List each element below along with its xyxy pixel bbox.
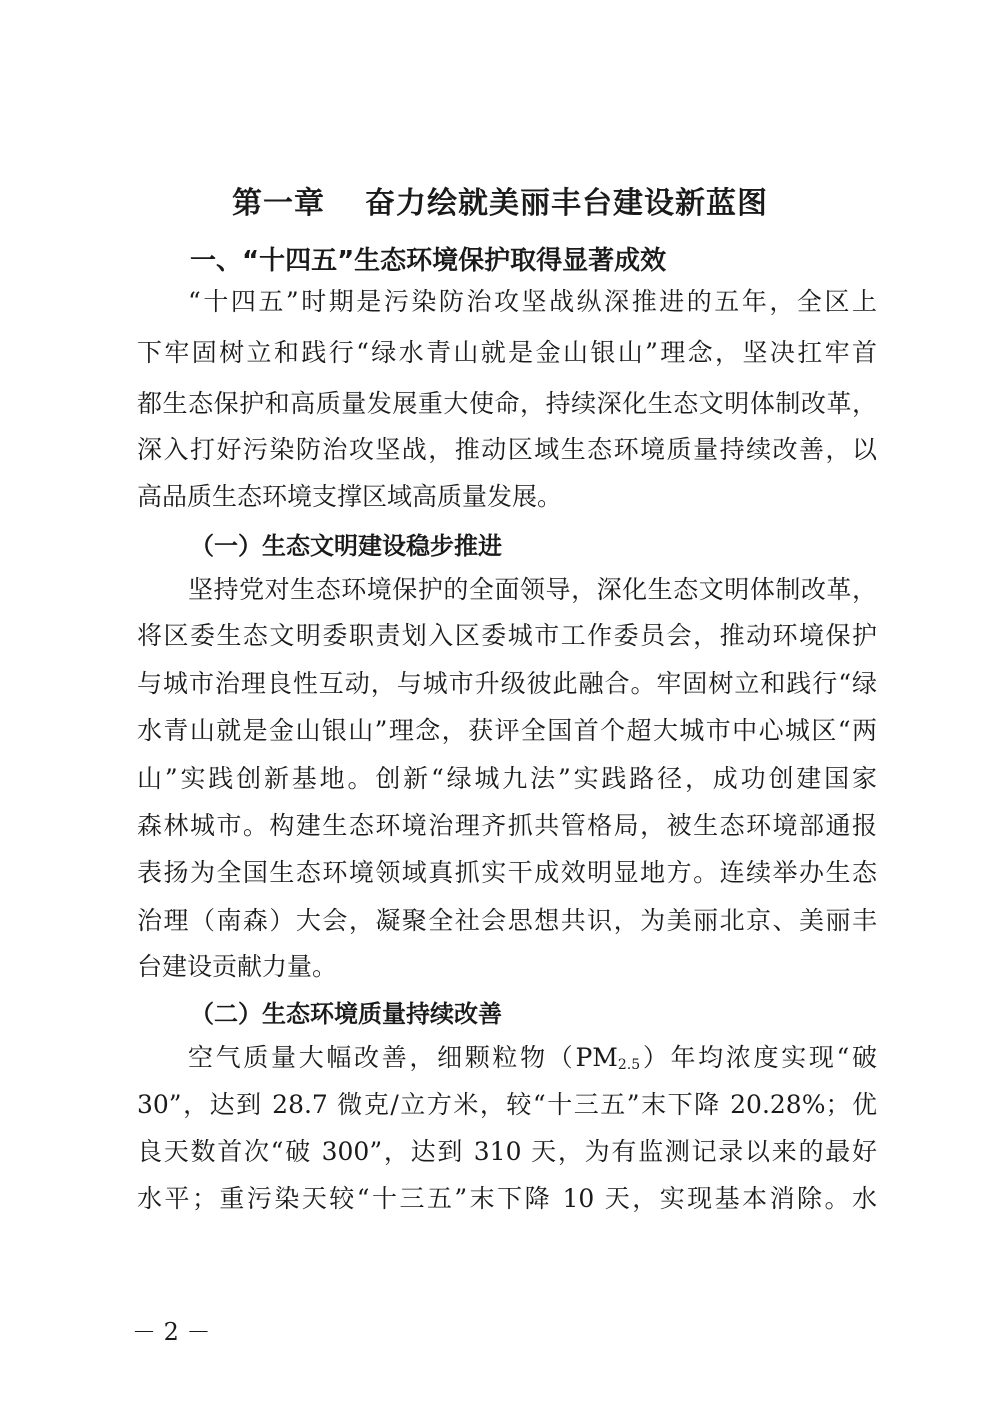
paragraph-line: 水青山就是金山银山”理念，获评全国首个超大城市中心城区“两 <box>137 716 877 745</box>
subsection-heading: （二）生态环境质量持续改善 <box>190 999 502 1028</box>
chapter-heading <box>0 178 1000 222</box>
subscript: 2.5 <box>617 1057 641 1073</box>
paragraph-line: 坚持党对生态环境保护的全面领导，深化生态文明体制改革， <box>188 575 877 604</box>
paragraph-line: 30”，达到 28.7 微克/立方米，较“十三五”末下降 20.28%；优 <box>137 1090 877 1119</box>
paragraph-line: 山”实践创新基地。创新“绿城九法”实践路径，成功创建国家 <box>137 764 877 793</box>
paragraph-line: 与城市治理良性互动，与城市升级彼此融合。牢固树立和践行“绿 <box>137 669 877 698</box>
page-number: － 2 － <box>132 1318 211 1346</box>
chapter-title: 奋力绘就美丽丰台建设新蓝图 <box>365 186 768 221</box>
paragraph-line: 台建设贡献力量。 <box>137 952 338 981</box>
section-heading: 一、“十四五”生态环境保护取得显著成效 <box>190 246 667 276</box>
paragraph-line: 将区委生态文明委职责划入区委城市工作委员会，推动环境保护 <box>137 621 877 650</box>
paragraph-line: “十四五”时期是污染防治攻坚战纵深推进的五年，全区上 <box>188 287 877 316</box>
paragraph-line: 森林城市。构建生态环境治理齐抓共管格局，被生态环境部通报 <box>137 811 877 840</box>
paragraph-text: 空气质量大幅改善，细颗粒物（PM <box>188 1043 618 1072</box>
chapter-label: 第一章 <box>232 186 325 221</box>
subsection-heading: （一）生态文明建设稳步推进 <box>190 531 502 560</box>
paragraph-line: 深入打好污染防治攻坚战，推动区域生态环境质量持续改善，以 <box>137 435 877 464</box>
paragraph-line: 下牢固树立和践行“绿水青山就是金山银山”理念，坚决扛牢首 <box>137 338 877 367</box>
paragraph-line: 水平；重污染天较“十三五”末下降 10 天，实现基本消除。水 <box>137 1184 877 1213</box>
paragraph-line <box>188 1043 877 1080</box>
paragraph-line: 都生态保护和高质量发展重大使命，持续深化生态文明体制改革， <box>137 389 877 418</box>
paragraph-text: ）年均浓度实现“破 <box>640 1043 877 1072</box>
paragraph-line: 高品质生态环境支撑区域高质量发展。 <box>137 482 563 511</box>
paragraph-line: 表扬为全国生态环境领域真抓实干成效明显地方。连续举办生态 <box>137 858 877 887</box>
paragraph-line: 治理（南森）大会，凝聚全社会思想共识，为美丽北京、美丽丰 <box>137 906 877 935</box>
paragraph-line: 良天数首次“破 300”，达到 310 天，为有监测记录以来的最好 <box>137 1137 877 1166</box>
